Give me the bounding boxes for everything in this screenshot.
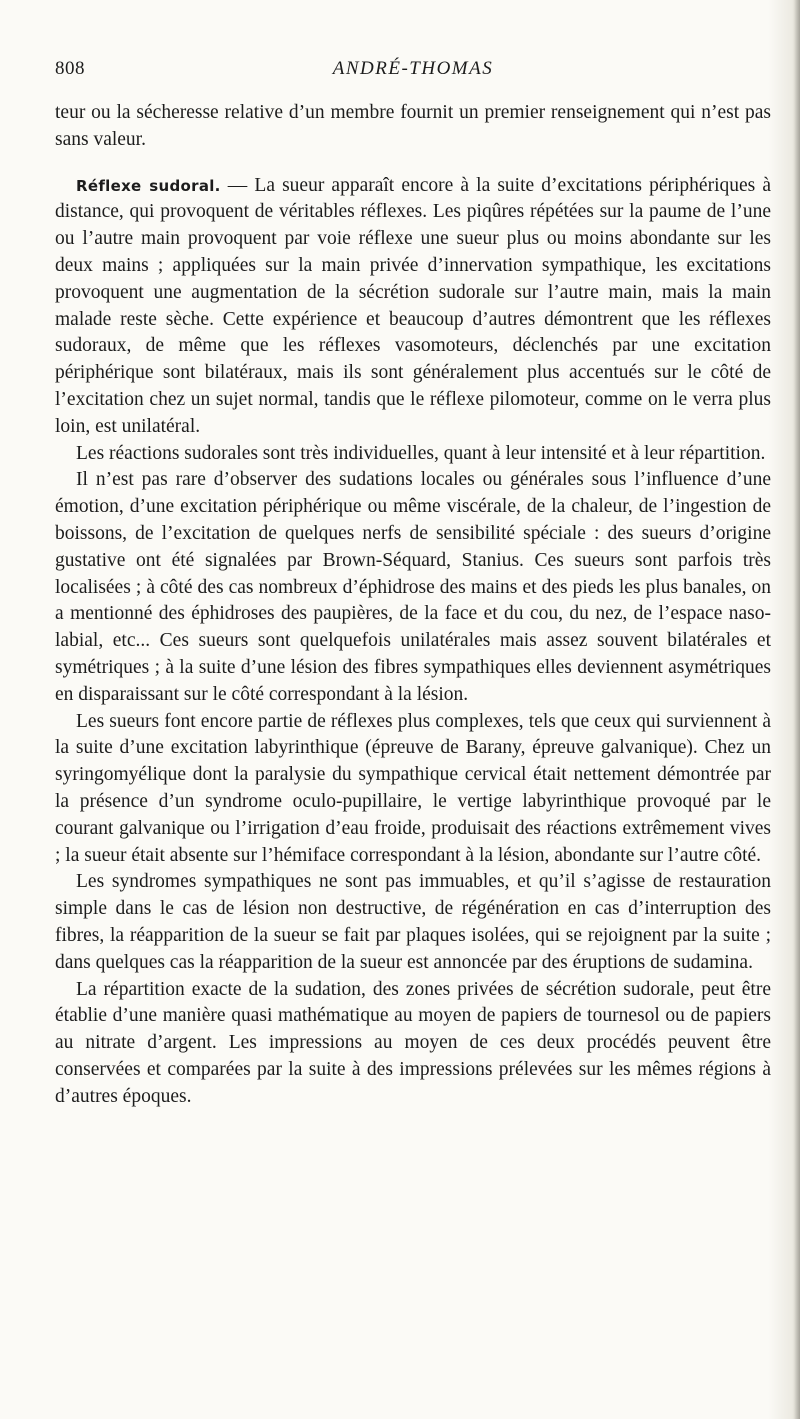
paragraph-text: — La sueur apparaît encore à la suite d’excitations périphériques à distance, qui provoquent de véritables réflexes. Les piqûres répétées sur la paume de l’une ou l’autre main provoquent par voie réflexe une sueur plus ou moins abondante sur les deux mains ; appliquées sur la main privée d’innervation sympathique, les excitations provoquent une augmentation de la sécrétion sudorale sur l’autre main, mais la main malade reste sèche. Cette expérience et beaucoup d’autres démontrent que les réflexes sudoraux, de même que les réflexes vasomoteurs, déclenchés par une excitation périphérique sont bilatéraux, mais ils sont généralement plus accentués sur le côté de l’excitation chez un sujet normal, tandis que le réflexe pilomoteur, comme on le verra plus loin, est unilatéral. — [55, 174, 771, 437]
paragraph-reflexe-sudoral — [55, 173, 771, 441]
body-text — [55, 100, 771, 1110]
paragraph-repartition: La répartition exacte de la sudation, des zones privées de sécrétion sudorale, peut être établie d’une manière quasi mathématique au moyen de papiers de tournesol ou de papiers au nitrate d’argent. Les impressions au moyen de ces deux procédés peuvent être conservées et comparées par la suite à des impressions prélevées sur les mêmes régions à d’autres époques. — [55, 978, 771, 1107]
paragraph-continuation: teur ou la sécheresse relative d’un membre fournit un premier renseignement qui n’est pas sans valeur. — [55, 102, 771, 150]
paragraph-reflexes-complexes: Les sueurs font encore partie de réflexes plus complexes, tels que ceux qui surviennent à la suite d’une excitation labyrinthique (épreuve de Barany, épreuve galvanique). Chez un syringomyélique dont la paralysie du sympathique cervical était nettement démontrée par la présence d’un syndrome oculo-pupillaire, le vertige labyrinthique provoqué par le courant galvanique ou l’irrigation d’eau froide, produisait des réactions extrêmement vives ; la sueur était absente sur l’hémiface correspondant à la lésion, abondante sur l’autre côté. — [55, 710, 771, 866]
paragraph-syndromes: Les syndromes sympathiques ne sont pas immuables, et qu’il s’agisse de restauration simple dans le cas de lésion non destructive, de régénération en cas d’interruption des fibres, la réapparition de la sueur se fait par plaques isolées, qui se rejoignent par la suite ; dans quelques cas la réapparition de la sueur est annoncée par des éruptions de sudamina. — [55, 871, 771, 973]
paragraph-sudations: Il n’est pas rare d’observer des sudations locales ou générales sous l’influence d’une émotion, d’une excitation périphérique ou même viscérale, de la chaleur, de l’ingestion de boissons, de l’excitation de quelques nerfs de sensibilité spéciale : des sueurs d’origine gustative ont été signalées par Brown-Séquard, Stanius. Ces sueurs sont parfois très localisées ; à côté des cas nombreux d’éphidrose des mains et des pieds les plus banales, on a mentionné des éphidroses des paupières, de la face et du cou, du nez, de l’espace naso-labial, etc... Ces sueurs sont quelquefois unilatérales mais assez souvent bilatérales et symétriques ; à la suite d’une lésion des fibres sympathiques elles deviennent asymétriques en disparaissant sur le côté correspondant à la lésion. — [55, 469, 771, 705]
page-number: 808 — [55, 58, 85, 79]
page-header — [55, 58, 771, 86]
running-head: ANDRÉ-THOMAS — [332, 58, 494, 79]
page-edge-shadow — [794, 0, 800, 1419]
paragraph-reactions: Les réactions sudorales sont très individuelles, quant à leur intensité et à leur répartition. — [76, 442, 766, 464]
section-title: Réflexe sudoral. — [76, 176, 221, 195]
